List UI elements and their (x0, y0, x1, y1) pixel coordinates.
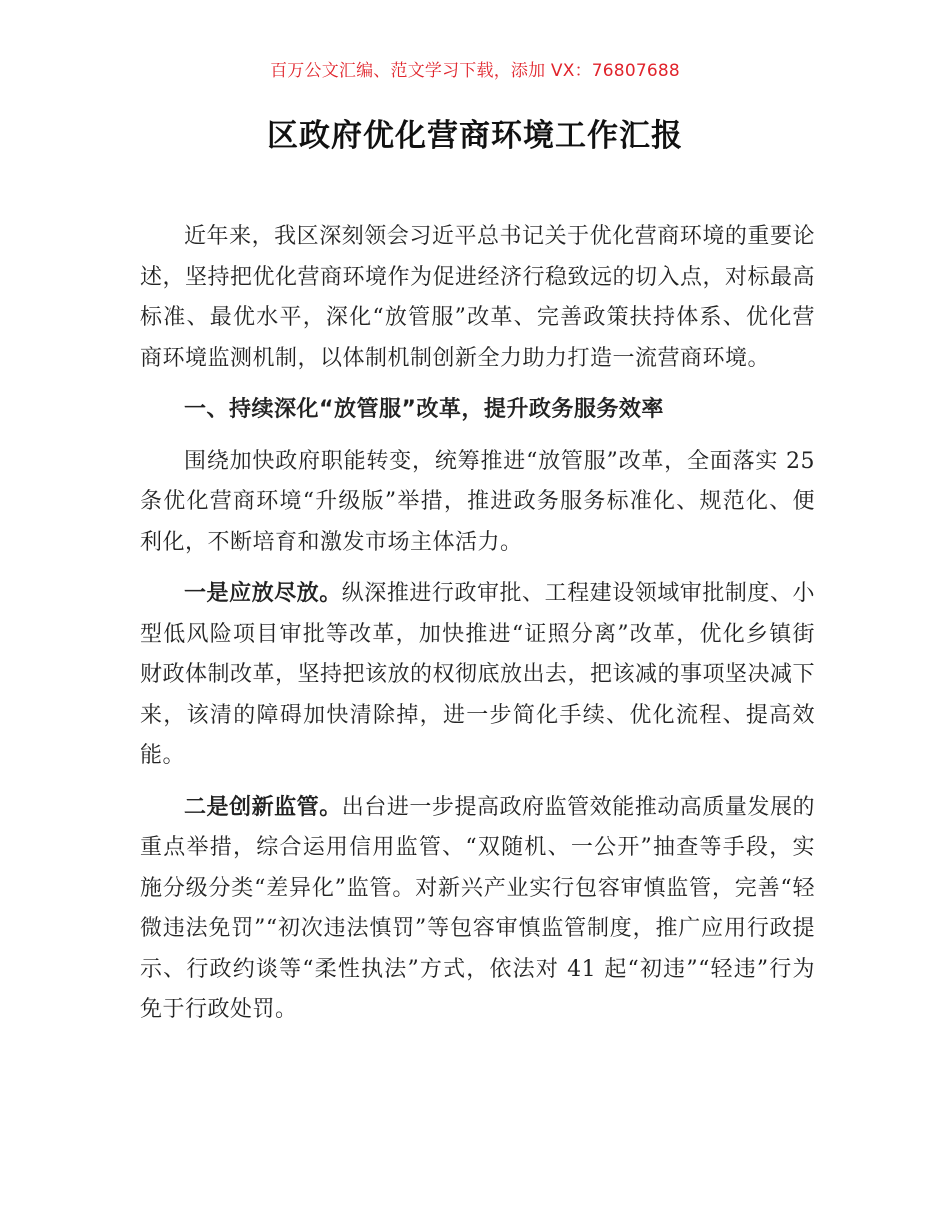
intro-paragraph: 近年来，我区深刻领会习近平总书记关于优化营商环境的重要论述，坚持把优化营商环境作为促进经济行稳致远的切入点，对标最高标准、最优水平，深化“放管服”改革、完善政策扶持体系、优化营商环境监测机制，以体制机制创新全力助力打造一流营商环境。 (140, 224, 816, 371)
point-1-paragraph (140, 574, 815, 777)
point-2-lead: 二是创新监管。 (184, 794, 342, 820)
document-title: 区政府优化营商环境工作汇报 (267, 118, 683, 154)
section-heading: 一、持续深化“放管服”改革，提升政务服务效率 (184, 397, 664, 422)
document-body (140, 217, 815, 1042)
watermark-header: 百万公文汇编、范文学习下载，添加 VX：76807688 (270, 61, 680, 81)
point-2-text: 出台进一步提高政府监管效能推动高质量发展的重点举措，综合运用信用监管、“双随机、一公开”抽查等手段，实施分级分类“差异化”监管。对新兴产业实行包容审慎监管，完善“轻微违法免罚”“初次违法慎罚”等包容审慎监管制度，推广应用行政提示、行政约谈等“柔性执法”方式，依法对 41 起“初违”“轻违”行为免于行政处罚。 (140, 794, 815, 1022)
point-1-text: 纵深推进行政审批、工程建设领域审批制度、小型低风险项目审批等改革，加快推进“证照分离”改革，优化乡镇街财政体制改革，坚持把该放的权彻底放出去，把该减的事项坚决减下来，该清的障碍加快清除掉，进一步简化手续、优化流程、提高效能。 (140, 581, 816, 768)
point-1-lead: 一是应放尽放。 (184, 581, 342, 606)
section-summary-paragraph: 围绕加快政府职能转变，统筹推进“放管服”改革，全面落实 25 条优化营商环境“升级版”举措，推进政务服务标准化、规范化、便利化，不断培育和激发市场主体活力。 (140, 448, 815, 555)
point-2-paragraph (140, 788, 815, 1031)
